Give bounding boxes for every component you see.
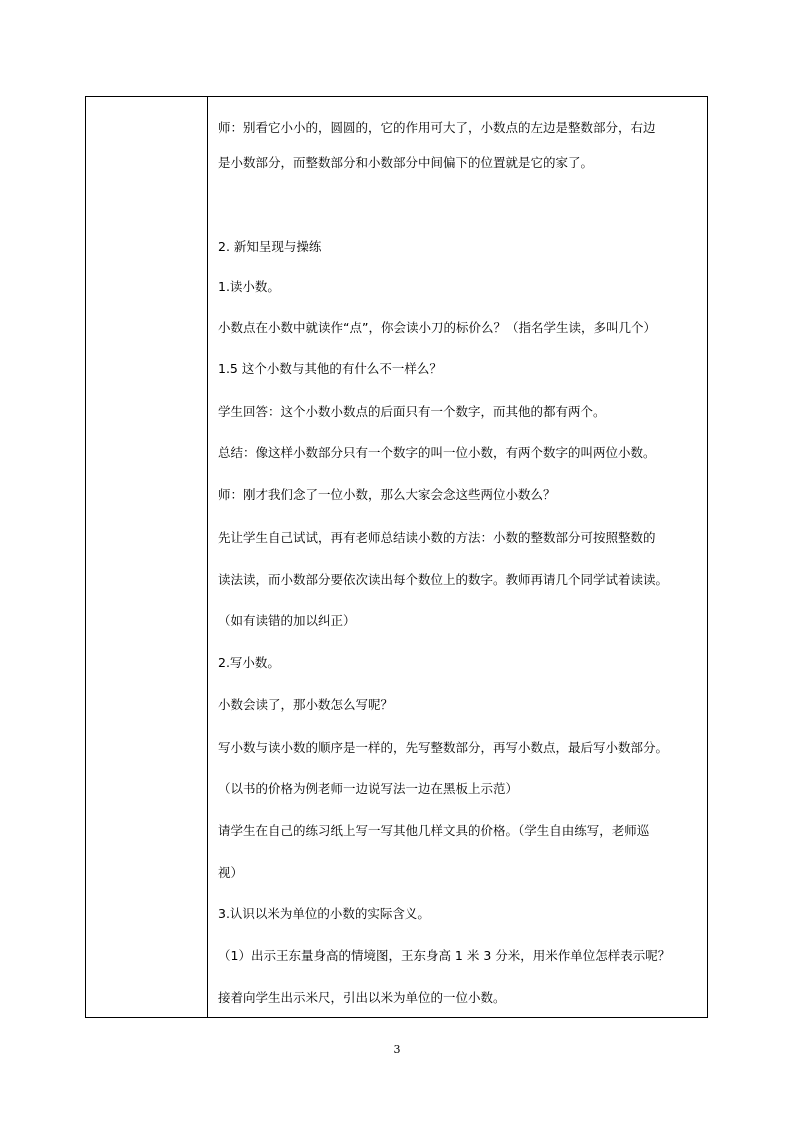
text-line: 1.5 这个小数与其他的有什么不一样么？ <box>218 361 442 376</box>
subsection-heading: 2.写小数。 <box>218 655 280 670</box>
lesson-table <box>85 96 708 1018</box>
text-line: 请学生在自己的练习纸上写一写其他几样文具的价格。（学生自由练写，老师巡 <box>218 823 650 838</box>
text-line: 写小数与读小数的顺序是一样的，先写整数部分，再写小数点，最后写小数部分。 <box>218 740 669 755</box>
text-line: 视） <box>218 865 244 880</box>
text-line: 接着向学生出示米尺，引出以米为单位的一位小数。 <box>218 990 506 1005</box>
subsection-heading: 1.读小数。 <box>218 279 280 294</box>
text-line: （以书的价格为例老师一边说写法一边在黑板上示范） <box>218 781 519 796</box>
section-heading: 2. 新知呈现与操练 <box>218 239 322 254</box>
text-line: 师：刚才我们念了一位小数，那么大家会念这些两位小数么？ <box>218 487 556 502</box>
text-line: 师：别看它小小的，圆圆的，它的作用可大了，小数点的左边是整数部分，右边 <box>218 120 656 135</box>
text-line: 总结：像这样小数部分只有一个数字的叫一位小数，有两个数字的叫两位小数。 <box>218 445 656 460</box>
text-line: 读法读，而小数部分要依次读出每个数位上的数字。教师再请几个同学试着读读。 <box>218 572 669 587</box>
text-line: 是小数部分，而整数部分和小数部分中间偏下的位置就是它的家了。 <box>218 155 594 170</box>
table-left-cell <box>86 97 208 1017</box>
text-line: 先让学生自己试试，再有老师总结读小数的方法：小数的整数部分可按照整数的 <box>218 530 656 545</box>
table-content-cell <box>208 97 707 1017</box>
subsection-heading: 3.认识以米为单位的小数的实际含义。 <box>218 906 430 921</box>
page-number: 3 <box>393 1043 401 1056</box>
text-line: （1）出示王东量身高的情境图，王东身高 1 米 3 分米，用米作单位怎样表示呢？ <box>218 948 671 963</box>
text-line: （如有读错的加以纠正） <box>218 613 356 628</box>
text-line: 小数点在小数中就读作“点”，你会读小刀的标价么？（指名学生读，多叫几个） <box>218 320 656 335</box>
text-line: 小数会读了，那小数怎么写呢？ <box>218 697 394 712</box>
text-line: 学生回答：这个小数小数点的后面只有一个数字，而其他的都有两个。 <box>218 404 606 419</box>
